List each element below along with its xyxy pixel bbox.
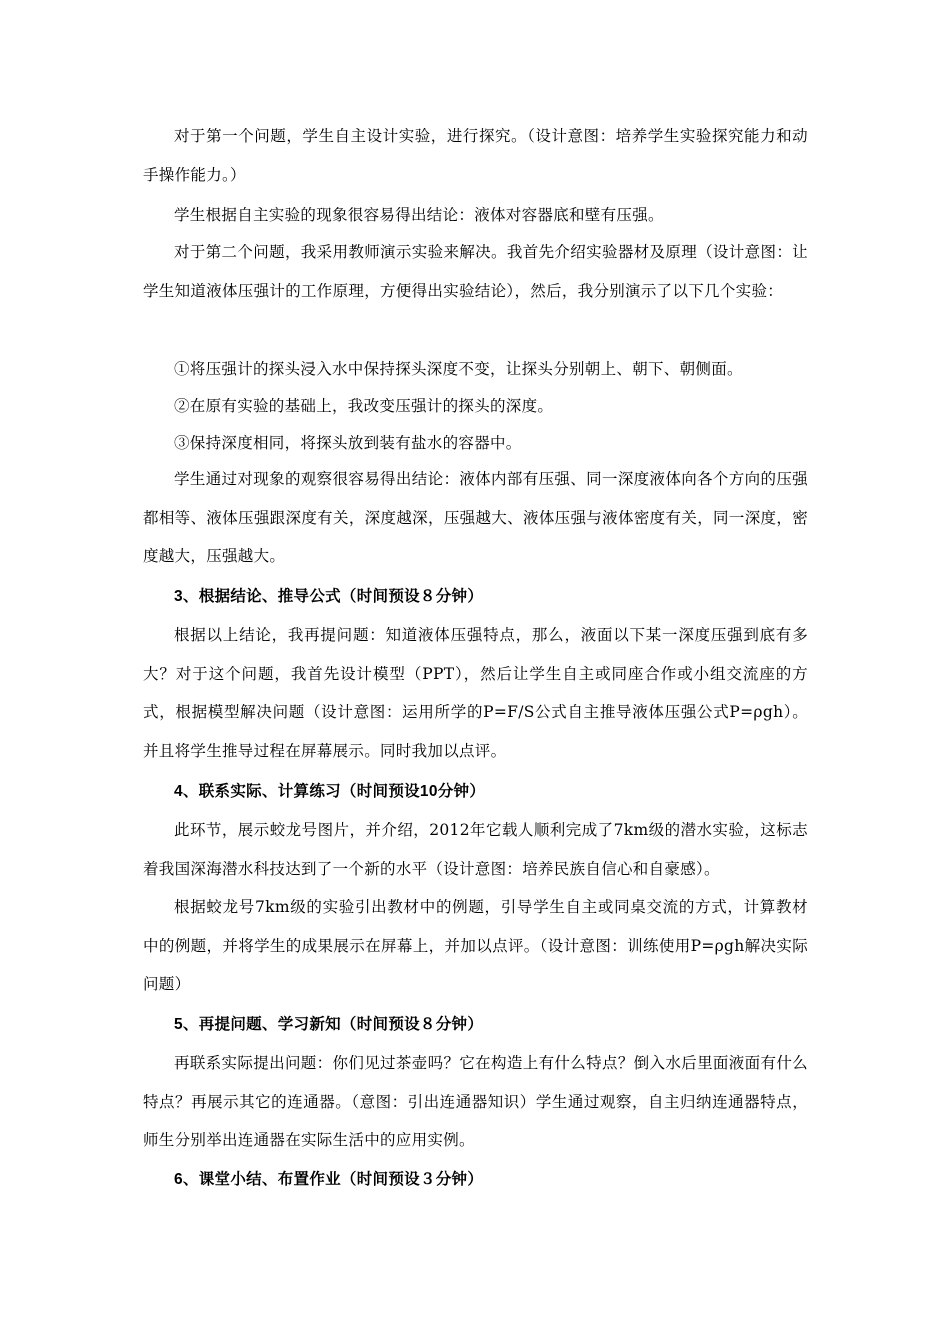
paragraph-experiment-design: 对于第一个问题，学生自主设计实验，进行探究。（设计意图：培养学生实验探究能力和动手操作能力。） — [143, 127, 808, 184]
paragraph-teacher-demo: 对于第二个问题，我采用教师演示实验来解决。我首先介绍实验器材及原理（设计意图：让学生知道液体压强计的工作原理，方便得出实验结论），然后，我分别演示了以下几个实验： — [143, 243, 808, 300]
list-item-experiment-2: ②在原有实验的基础上，我改变压强计的探头的深度。 — [174, 397, 554, 415]
list-item-experiment-3: ③保持深度相同，将探头放到装有盐水的容器中。 — [174, 434, 522, 452]
paragraph-first-conclusion: 学生根据自主实验的现象很容易得出结论：液体对容器底和壁有压强。 — [174, 206, 664, 224]
paragraph-connector: 再联系实际提出问题：你们见过茶壶吗？它在构造上有什么特点？倒入水后里面液面有什么特点？再展示其它的连通器。（意图：引出连通器知识）学生通过观察，自主归纳连通器特点，师生分别举出连通器在实际生活中的应用实例。 — [143, 1054, 808, 1149]
paragraph-formula-derivation: 根据以上结论，我再提问题：知道液体压强特点，那么，液面以下某一深度压强到底有多大？对于这个问题，我首先设计模型（PPT），然后让学生自主或同座合作或小组交流座的方式，根据模型解决问题（设计意图：运用所学的P=F/S公式自主推导液体压强公式P=ρgh）。并且将学生推导过程在屏幕展示。同时我加以点评。 — [143, 626, 808, 760]
paragraph-example-calculation: 根据蛟龙号7km级的实验引出教材中的例题，引导学生自主或同桌交流的方式，计算教材中的例题，并将学生的成果展示在屏幕上，并加以点评。（设计意图：训练使用P=ρgh解决实际问题） — [143, 898, 808, 993]
list-item-experiment-1: ①将压强计的探头浸入水中保持探头深度不变，让探头分别朝上、朝下、朝侧面。 — [174, 360, 743, 378]
section-heading-5: 5、再提问题、学习新知（时间预设８分钟） — [174, 1016, 484, 1033]
section-heading-4: 4、联系实际、计算练习（时间预设10分钟） — [174, 783, 486, 800]
section-heading-6: 6、课堂小结、布置作业（时间预设３分钟） — [174, 1171, 484, 1188]
paragraph-second-conclusion: 学生通过对现象的观察很容易得出结论：液体内部有压强、同一深度液体向各个方向的压强都相等、液体压强跟深度有关，深度越深，压强越大、液体压强与液体密度有关，同一深度，密度越大，压强越大。 — [143, 470, 808, 565]
section-heading-3: 3、根据结论、推导公式（时间预设８分钟） — [174, 588, 484, 605]
paragraph-jiaolong-intro: 此环节，展示蛟龙号图片，并介绍，2012年它载人顺利完成了7km级的潜水实验，这标志着我国深海潜水科技达到了一个新的水平（设计意图：培养民族自信心和自豪感）。 — [143, 821, 808, 878]
